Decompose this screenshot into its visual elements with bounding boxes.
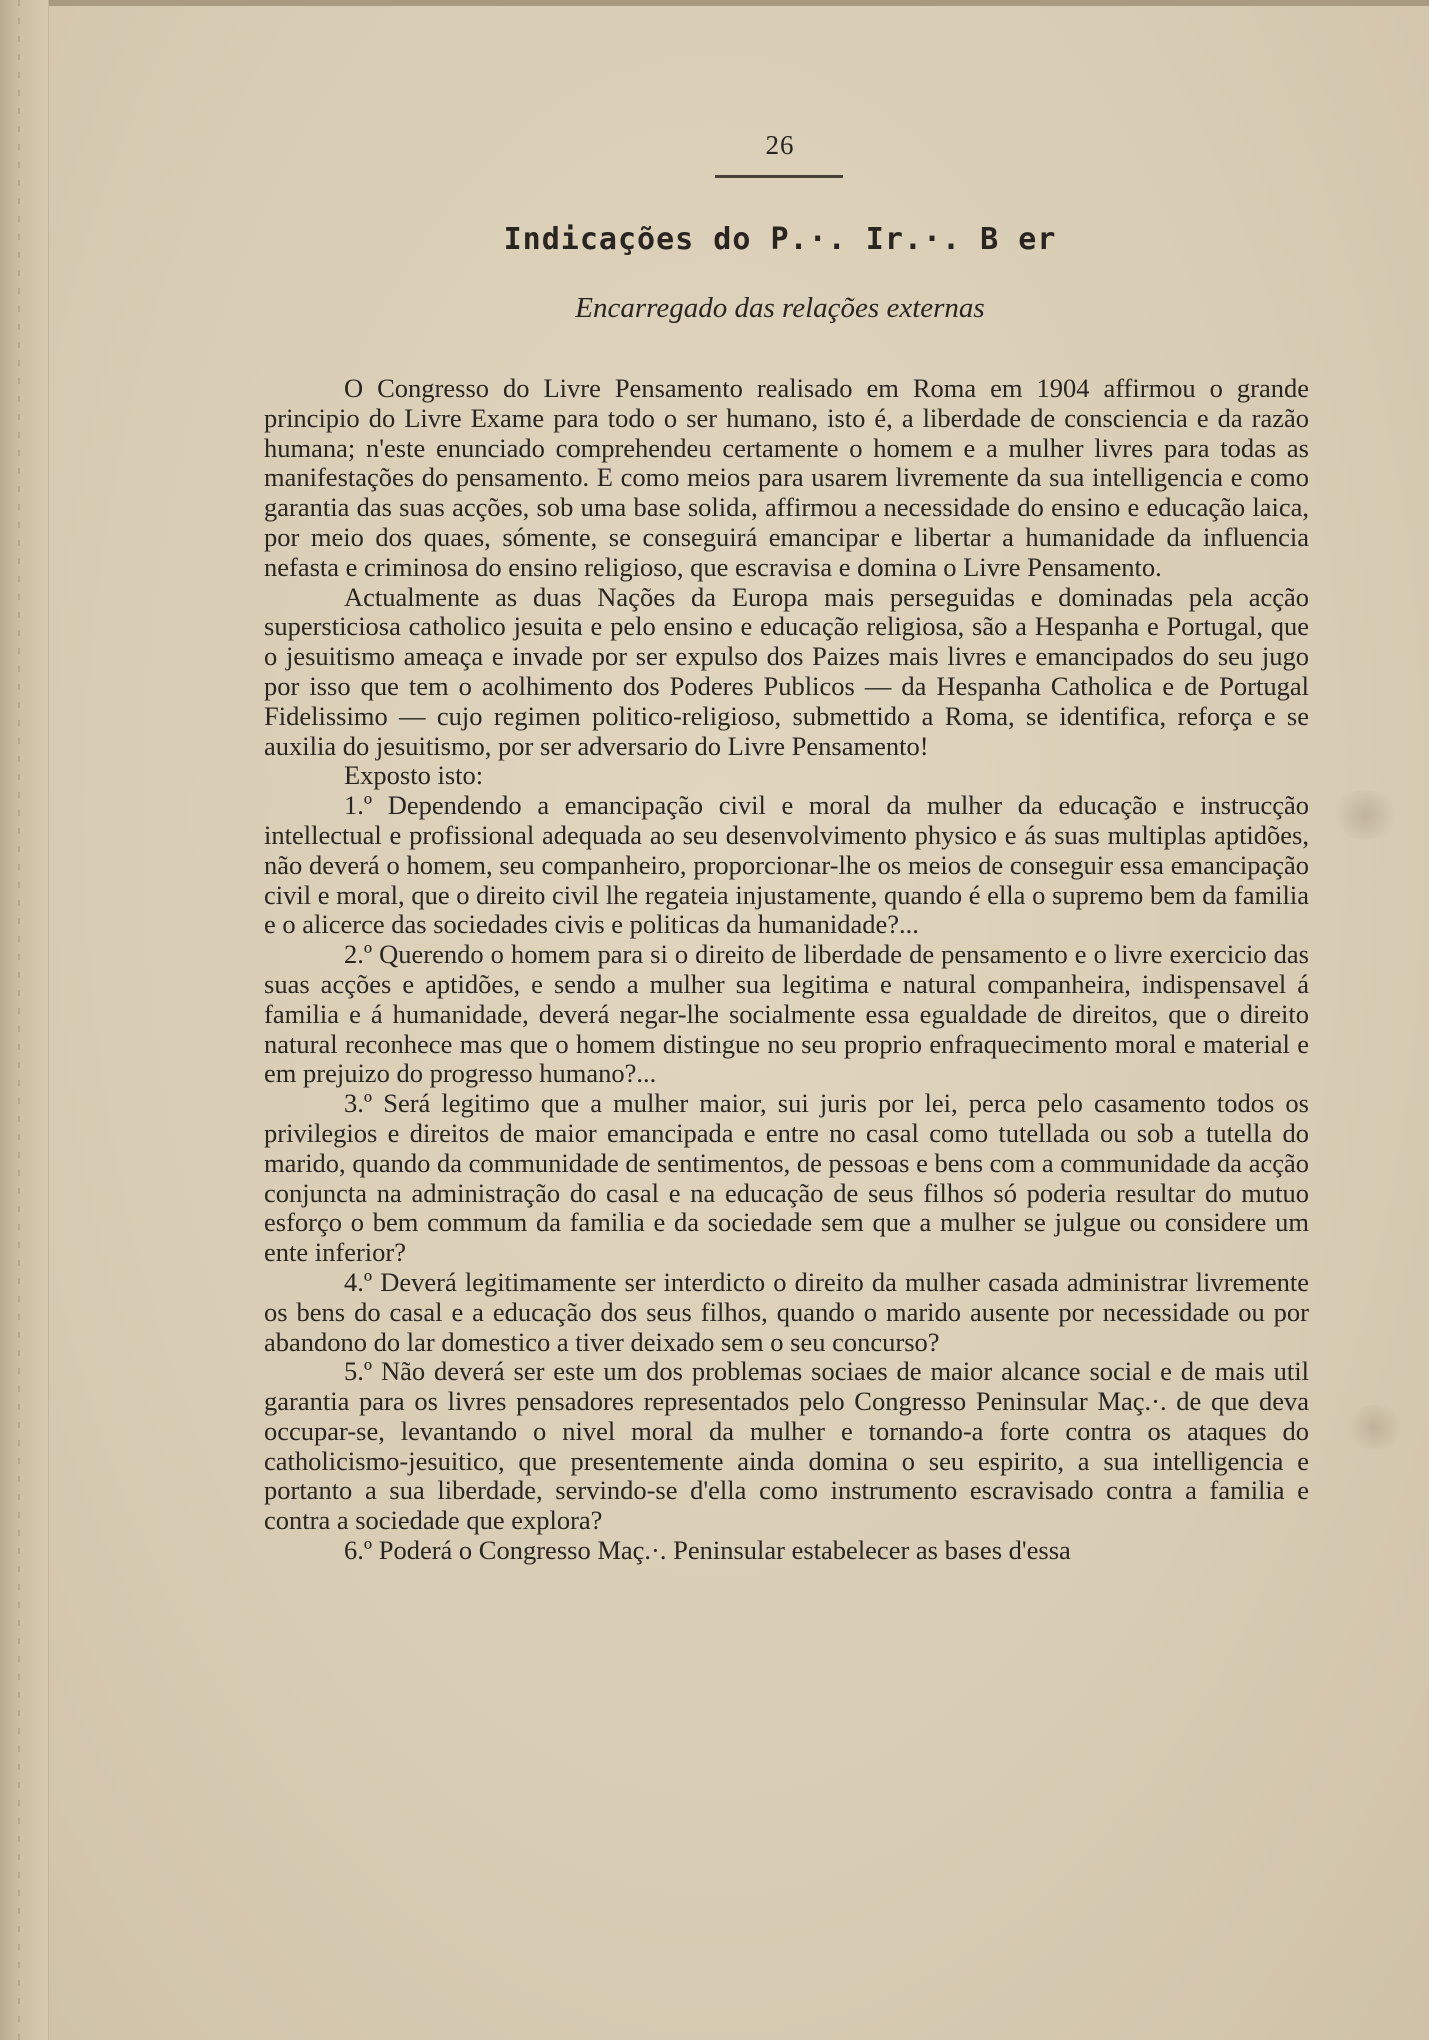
body-text <box>264 374 1309 1566</box>
paragraph: 5.º Não deverá ser este um dos problemas sociaes de maior alcance social e de mais util garantia para os livres pensadores representados pelo Congresso Peninsular Maç.·. de que deva occupar-se, levantando o nivel moral da mulher e tornando-a forte contra os ataques do catholicismo-jesuitico, que presentemente ainda domina o seu espirito, a sua intelligencia e portanto a sua liberdade, servindo-se d'ella como instrumento escravisado contra a familia e contra a sociedade que explora? <box>264 1356 1309 1536</box>
page-top-edge <box>0 0 1429 6</box>
paper-stain <box>1330 790 1400 840</box>
section-subheading: Encarregado das relações externas <box>575 292 985 324</box>
page-number: 26 <box>765 130 795 160</box>
paragraph: 1.º Dependendo a emancipação civil e moral da mulher da educação e instrucção intellectual e profissional adequada ao seu desenvolvimento physico e ás suas multiplas aptidões, não deverá o homem, seu companheiro, proporcionar-lhe os meios de conseguir essa emancipação civil e moral, que o direito civil lhe regateia injustamente, quando é ella o supremo bem da familia e o alicerce das sociedades civis e politicas da humanidade?... <box>264 790 1309 940</box>
paragraph: O Congresso do Livre Pensamento realisado em Roma em 1904 affirmou o grande principio do Livre Exame para todo o ser humano, isto é, a liberdade de consciencia e da razão humana; n'este enunciado comprehendeu certamente o homem e a mulher livres para todas as manifestações do pensamento. E como meios para usarem livremente da sua intelligencia e como garantia das suas acções, sob uma base solida, affirmou a necessidade do ensino e educação laica, por meio dos quaes, sómente, se conseguirá emancipar e libertar a humanidade da influencia nefasta e criminosa do ensino religioso, que escravisa e domina o Livre Pensamento. <box>264 373 1309 582</box>
section-heading: Indicações do P.·. Ir.·. B er <box>503 222 1057 257</box>
paragraph: 3.º Será legitimo que a mulher maior, sui juris por lei, perca pelo casamento todos os privilegios e direitos de maior emancipada e entre no casal como tutellada ou sob a tutella do marido, quando da communidade de sentimentos, de pessoas e bens com a communidade da acção conjuncta na administração do casal e na educação de seus filhos só poderia resultar do mutuo esforço o bem commum da familia e da sociedade sem que a mulher se julgue ou considere um ente inferior? <box>264 1088 1309 1268</box>
paragraph: Exposto isto: <box>344 760 484 791</box>
header-rule <box>715 175 843 178</box>
paper-stain <box>1345 1405 1405 1450</box>
paragraph: Actualmente as duas Nações da Europa mais perseguidas e dominadas pela acção supersticiosa catholico jesuita e pelo ensino e educação religiosa, são a Hespanha e Portugal, que o jesuitismo ameaça e invade por ser expulso dos Paizes mais livres e emancipados do seu jugo por isso que tem o acolhimento dos Poderes Publicos — da Hespanha Catholica e de Portugal Fidelissimo — cujo regimen politico-religioso, submettido a Roma, se identifica, reforça e se auxilia do jesuitismo, por ser adversario do Livre Pensamento! <box>264 581 1309 761</box>
paragraph: 4.º Deverá legitimamente ser interdicto o direito da mulher casada administrar livremente os bens do casal e a educação dos seus filhos, quando o marido ausente por necessidade ou por abandono do lar domestico a tiver deixado sem o seu concurso? <box>264 1266 1309 1357</box>
paragraph: 2.º Querendo o homem para si o direito de liberdade de pensamento e o livre exercicio das suas acções e aptidões, e sendo a mulher sua legitima e natural companheira, indispensavel á familia e á humanidade, deverá negar-lhe socialmente essa egualdade de direitos, que o direito natural reconhece mas que o homem distingue no seu proprio enfraquecimento moral e material e em prejuizo do progresso humano?... <box>264 939 1309 1089</box>
paragraph: 6.º Poderá o Congresso Maç.·. Peninsular estabelecer as bases d'essa <box>344 1535 1071 1566</box>
